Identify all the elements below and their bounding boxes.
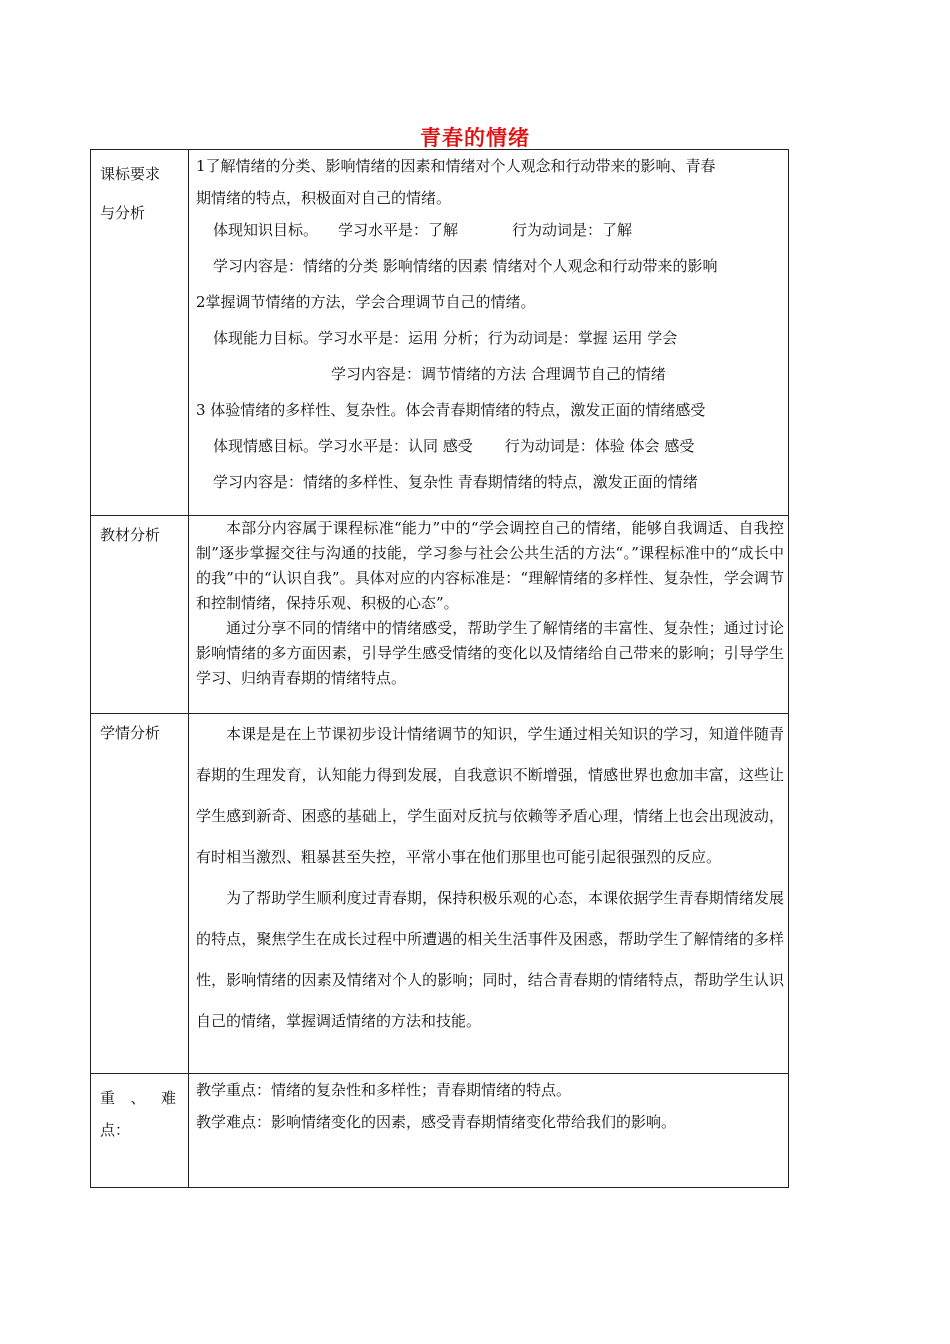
table-row xyxy=(91,150,789,516)
goal-1-target: 体现知识目标。 xyxy=(213,221,319,239)
goal-2: 2掌握调节情绪的方法，学会合理调节自己的情绪。 xyxy=(196,293,536,311)
textbook-paragraph-1: 本部分内容属于课程标准“能力”中的“学会调控自己的情绪，能够自我调适、自我控制”逐步掌握交往与沟通的技能，学习参与社会公共生活的方法“。”课程标准中的“成长中的我”中的“认识自我”。具体对应的内容标准是：“理解情绪的多样性、复杂性，学会调节和控制情绪，保持乐观、积极的心态”。 xyxy=(196,519,784,612)
goal-1: 1了解情绪的分类、影响情绪的因素和情绪对个人观念和行动带来的影响、青春 xyxy=(196,157,716,175)
goal-2-line: 体现能力目标。学习水平是：运用 分析；行为动词是：掌握 运用 学会 xyxy=(213,329,678,347)
row-content-students xyxy=(189,714,789,1074)
label-char: 、 xyxy=(130,1089,146,1107)
goal-3-level: 体现情感目标。学习水平是：认同 感受 xyxy=(213,437,473,455)
goal-1-cont: 期情绪的特点，积极面对自己的情绪。 xyxy=(196,189,452,207)
label-line: 与分析 xyxy=(100,204,146,222)
goal-3: 3 体验情绪的多样性、复杂性。体会青春期情绪的特点，激发正面的情绪感受 xyxy=(196,401,706,419)
row-label-students xyxy=(91,714,189,1074)
row-content-curriculum xyxy=(189,150,789,516)
label-line: 学情分析 xyxy=(100,724,161,742)
row-label-curriculum xyxy=(91,150,189,516)
students-paragraph-1: 本课是是在上节课初步设计情绪调节的知识，学生通过相关知识的学习，知道伴随青春期的生理发育，认知能力得到发展，自我意识不断增强，情感世界也愈加丰富，这些让学生感到新奇、困惑的基础上，学生面对反抗与依赖等矛盾心理，情绪上也会出现波动，有时相当激烈、粗暴甚至失控，平常小事在他们那里也可能引起很强烈的反应。 xyxy=(196,725,784,866)
goal-3-content: 学习内容是：情绪的多样性、复杂性 青春期情绪的特点，激发正面的情绪 xyxy=(213,473,698,491)
goal-1-verb: 行为动词是：了解 xyxy=(512,221,633,239)
goal-3-target-line xyxy=(196,428,784,464)
goal-1-target-line xyxy=(196,212,784,248)
table-row xyxy=(91,714,789,1074)
row-content-textbook xyxy=(189,516,789,714)
label-char: 重 xyxy=(100,1089,116,1107)
lesson-plan-table xyxy=(90,149,789,1188)
label-line: 教材分析 xyxy=(100,526,161,544)
goal-3-verb: 行为动词是：体验 体会 感受 xyxy=(504,437,695,455)
goal-1-level: 学习水平是：了解 xyxy=(338,221,459,239)
table-row xyxy=(91,516,789,714)
goal-1-content: 学习内容是：情绪的分类 影响情绪的因素 情绪对个人观念和行动带来的影响 xyxy=(213,257,718,275)
document-title: 青春的情绪 xyxy=(420,126,530,150)
label-char: 难 xyxy=(160,1089,176,1107)
textbook-paragraph-2: 通过分享不同的情绪中的情绪感受，帮助学生了解情绪的丰富性、复杂性；通过讨论影响情绪的多方面因素，引导学生感受情绪的变化以及情绪给自己带来的影响；引导学生学习、归纳青春期的情绪特点。 xyxy=(196,619,784,687)
teaching-focus: 教学重点：情绪的复杂性和多样性；青春期情绪的特点。 xyxy=(196,1081,572,1099)
row-label-textbook xyxy=(91,516,189,714)
label-line: 课标要求 xyxy=(100,165,161,183)
label-line: 点： xyxy=(100,1121,131,1139)
label-spread xyxy=(100,1082,188,1114)
table-row xyxy=(91,1074,789,1188)
row-content-keypoints xyxy=(189,1074,789,1188)
teaching-difficulty: 教学难点：影响情绪变化的因素，感受青春期情绪变化带给我们的影响。 xyxy=(196,1113,677,1131)
students-paragraph-2: 为了帮助学生顺利度过青春期，保持积极乐观的心态，本课依据学生青春期情绪发展的特点，聚焦学生在成长过程中所遭遇的相关生活事件及困惑，帮助学生了解情绪的多样性，影响情绪的因素及情绪对个人的影响；同时，结合青春期的情绪特点，帮助学生认识自己的情绪，掌握调适情绪的方法和技能。 xyxy=(196,889,784,1030)
goal-2-content: 学习内容是：调节情绪的方法 合理调节自己的情绪 xyxy=(331,365,666,383)
row-label-keypoints xyxy=(91,1074,189,1188)
